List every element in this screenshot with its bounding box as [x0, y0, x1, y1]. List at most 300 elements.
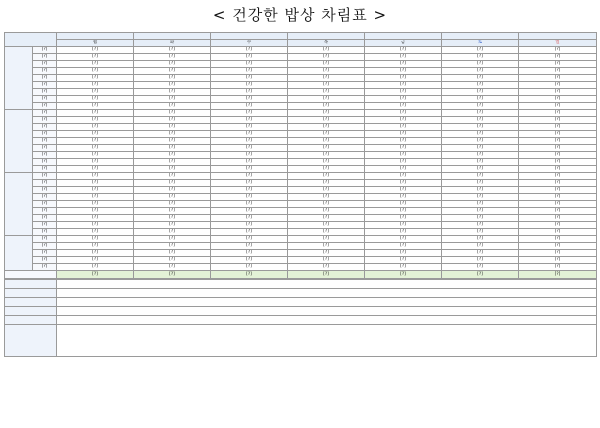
menu-cell: [?]	[211, 173, 288, 180]
weekday-cell: 수	[211, 40, 288, 47]
menu-cell: [?]	[365, 187, 442, 194]
row-label: [?]	[33, 215, 57, 222]
menu-cell: [?]	[211, 222, 288, 229]
menu-cell: [?]	[288, 47, 365, 54]
weekday-cell: 금	[365, 40, 442, 47]
menu-cell: [?]	[519, 47, 597, 54]
menu-cell: [?]	[134, 180, 211, 187]
menu-cell: [?]	[519, 208, 597, 215]
menu-cell: [?]	[442, 75, 519, 82]
menu-cell: [?]	[365, 194, 442, 201]
menu-cell: [?]	[442, 61, 519, 68]
menu-cell: [?]	[365, 166, 442, 173]
row-label: [?]	[33, 131, 57, 138]
menu-cell: [?]	[365, 110, 442, 117]
menu-cell: [?]	[288, 187, 365, 194]
menu-cell: [?]	[134, 68, 211, 75]
row-label: [?]	[33, 264, 57, 271]
menu-cell: [?]	[442, 131, 519, 138]
menu-cell: [?]	[365, 117, 442, 124]
menu-cell: [?]	[365, 215, 442, 222]
info-label	[5, 288, 57, 297]
menu-cell: [?]	[211, 236, 288, 243]
info-row	[5, 288, 597, 297]
breakfast-row	[5, 89, 597, 96]
menu-cell: [?]	[211, 208, 288, 215]
menu-cell: [?]	[211, 47, 288, 54]
dinner-row	[5, 173, 597, 180]
menu-cell: [?]	[134, 187, 211, 194]
menu-cell: [?]	[442, 264, 519, 271]
snack-section-label	[5, 236, 33, 271]
menu-cell: [?]	[288, 96, 365, 103]
menu-cell: [?]	[442, 68, 519, 75]
menu-cell: [?]	[442, 54, 519, 61]
menu-cell: [?]	[288, 264, 365, 271]
menu-cell: [?]	[211, 145, 288, 152]
menu-cell: [?]	[57, 110, 134, 117]
soft-diet-cell: [?]	[134, 271, 211, 279]
row-label: [?]	[33, 180, 57, 187]
menu-cell: [?]	[519, 215, 597, 222]
row-label: [?]	[33, 75, 57, 82]
menu-cell: [?]	[134, 222, 211, 229]
breakfast-row	[5, 103, 597, 110]
menu-cell: [?]	[365, 138, 442, 145]
soft-diet-label	[5, 271, 57, 279]
menu-cell: [?]	[288, 215, 365, 222]
menu-cell: [?]	[442, 117, 519, 124]
menu-cell: [?]	[519, 82, 597, 89]
menu-cell: [?]	[519, 124, 597, 131]
menu-cell: [?]	[134, 131, 211, 138]
menu-cell: [?]	[519, 138, 597, 145]
date-cell	[288, 33, 365, 40]
menu-cell: [?]	[57, 61, 134, 68]
lunch-row	[5, 117, 597, 124]
menu-cell: [?]	[57, 54, 134, 61]
menu-cell: [?]	[519, 117, 597, 124]
row-label: [?]	[33, 229, 57, 236]
menu-cell: [?]	[134, 166, 211, 173]
menu-cell: [?]	[365, 75, 442, 82]
info-row	[5, 306, 597, 315]
menu-cell: [?]	[288, 89, 365, 96]
menu-cell: [?]	[519, 243, 597, 250]
menu-cell: [?]	[211, 166, 288, 173]
dinner-row	[5, 215, 597, 222]
menu-cell: [?]	[519, 103, 597, 110]
date-cell	[519, 33, 597, 40]
menu-cell: [?]	[442, 194, 519, 201]
menu-cell: [?]	[57, 173, 134, 180]
date-cell	[57, 33, 134, 40]
menu-cell: [?]	[57, 138, 134, 145]
menu-cell: [?]	[211, 257, 288, 264]
snack-row	[5, 257, 597, 264]
breakfast-row	[5, 54, 597, 61]
info-value	[57, 279, 597, 288]
menu-cell: [?]	[134, 61, 211, 68]
menu-cell: [?]	[211, 187, 288, 194]
menu-cell: [?]	[134, 229, 211, 236]
menu-cell: [?]	[519, 159, 597, 166]
menu-cell: [?]	[442, 110, 519, 117]
lunch-row	[5, 152, 597, 159]
menu-cell: [?]	[519, 201, 597, 208]
menu-cell: [?]	[442, 152, 519, 159]
breakfast-row	[5, 75, 597, 82]
menu-cell: [?]	[288, 222, 365, 229]
row-label: [?]	[33, 250, 57, 257]
row-label: [?]	[33, 201, 57, 208]
menu-cell: [?]	[442, 236, 519, 243]
dinner-row	[5, 201, 597, 208]
menu-cell: [?]	[134, 96, 211, 103]
menu-cell: [?]	[519, 89, 597, 96]
menu-cell: [?]	[57, 89, 134, 96]
menu-cell: [?]	[57, 145, 134, 152]
weekday-cell: 화	[134, 40, 211, 47]
menu-cell: [?]	[57, 257, 134, 264]
menu-cell: [?]	[442, 124, 519, 131]
dinner-row	[5, 208, 597, 215]
menu-cell: [?]	[57, 166, 134, 173]
menu-cell: [?]	[288, 124, 365, 131]
menu-cell: [?]	[442, 159, 519, 166]
dinner-section-label	[5, 173, 33, 236]
menu-cell: [?]	[134, 159, 211, 166]
menu-cell: [?]	[442, 208, 519, 215]
weekday-row	[5, 40, 597, 47]
snack-row	[5, 236, 597, 243]
menu-cell: [?]	[365, 89, 442, 96]
menu-cell: [?]	[442, 47, 519, 54]
row-label: [?]	[33, 61, 57, 68]
menu-cell: [?]	[134, 117, 211, 124]
menu-cell: [?]	[519, 257, 597, 264]
date-cell	[134, 33, 211, 40]
menu-cell: [?]	[288, 159, 365, 166]
info-value	[57, 315, 597, 324]
menu-cell: [?]	[519, 229, 597, 236]
menu-cell: [?]	[442, 145, 519, 152]
menu-cell: [?]	[442, 243, 519, 250]
menu-cell: [?]	[288, 138, 365, 145]
menu-cell: [?]	[211, 89, 288, 96]
menu-cell: [?]	[288, 166, 365, 173]
menu-cell: [?]	[288, 250, 365, 257]
snack-row	[5, 264, 597, 271]
lunch-row	[5, 124, 597, 131]
origin-label	[5, 324, 57, 356]
breakfast-row	[5, 96, 597, 103]
menu-cell: [?]	[57, 124, 134, 131]
row-label: [?]	[33, 89, 57, 96]
menu-cell: [?]	[288, 68, 365, 75]
menu-cell: [?]	[365, 264, 442, 271]
menu-cell: [?]	[365, 201, 442, 208]
menu-cell: [?]	[442, 201, 519, 208]
info-label	[5, 297, 57, 306]
menu-cell: [?]	[365, 103, 442, 110]
menu-cell: [?]	[134, 47, 211, 54]
breakfast-section-label	[5, 47, 33, 110]
menu-cell: [?]	[442, 215, 519, 222]
info-table	[4, 279, 597, 357]
menu-cell: [?]	[134, 243, 211, 250]
menu-cell: [?]	[519, 68, 597, 75]
menu-cell: [?]	[442, 229, 519, 236]
menu-cell: [?]	[519, 236, 597, 243]
menu-cell: [?]	[519, 54, 597, 61]
menu-cell: [?]	[365, 61, 442, 68]
menu-cell: [?]	[288, 145, 365, 152]
menu-cell: [?]	[519, 250, 597, 257]
menu-cell: [?]	[134, 264, 211, 271]
menu-cell: [?]	[134, 236, 211, 243]
menu-cell: [?]	[134, 54, 211, 61]
menu-cell: [?]	[57, 152, 134, 159]
menu-cell: [?]	[211, 117, 288, 124]
menu-cell: [?]	[365, 243, 442, 250]
snack-row	[5, 243, 597, 250]
menu-cell: [?]	[57, 180, 134, 187]
menu-cell: [?]	[134, 89, 211, 96]
date-cell	[211, 33, 288, 40]
menu-cell: [?]	[288, 75, 365, 82]
menu-cell: [?]	[57, 117, 134, 124]
menu-cell: [?]	[211, 124, 288, 131]
weekday-cell-sunday: 일	[519, 40, 597, 47]
menu-cell: [?]	[365, 131, 442, 138]
snack-row	[5, 250, 597, 257]
menu-cell: [?]	[288, 173, 365, 180]
menu-cell: [?]	[134, 110, 211, 117]
breakfast-row	[5, 61, 597, 68]
row-label: [?]	[33, 124, 57, 131]
menu-cell: [?]	[57, 82, 134, 89]
menu-cell: [?]	[288, 117, 365, 124]
menu-cell: [?]	[211, 229, 288, 236]
info-row	[5, 279, 597, 288]
menu-cell: [?]	[288, 131, 365, 138]
breakfast-row	[5, 68, 597, 75]
lunch-row	[5, 145, 597, 152]
info-label	[5, 279, 57, 288]
menu-cell: [?]	[442, 180, 519, 187]
menu-cell: [?]	[365, 159, 442, 166]
menu-cell: [?]	[519, 131, 597, 138]
menu-cell: [?]	[57, 131, 134, 138]
soft-diet-cell: [?]	[211, 271, 288, 279]
lunch-section-label	[5, 110, 33, 173]
info-value	[57, 288, 597, 297]
menu-cell: [?]	[211, 215, 288, 222]
menu-cell: [?]	[57, 194, 134, 201]
menu-cell: [?]	[365, 47, 442, 54]
menu-cell: [?]	[211, 180, 288, 187]
info-value	[57, 297, 597, 306]
breakfast-row	[5, 47, 597, 54]
soft-diet-row	[5, 271, 597, 279]
menu-cell: [?]	[365, 96, 442, 103]
menu-cell: [?]	[134, 201, 211, 208]
row-label: [?]	[33, 208, 57, 215]
menu-cell: [?]	[211, 110, 288, 117]
menu-cell: [?]	[365, 250, 442, 257]
menu-cell: [?]	[211, 103, 288, 110]
menu-cell: [?]	[442, 166, 519, 173]
row-label: [?]	[33, 145, 57, 152]
row-label: [?]	[33, 152, 57, 159]
menu-cell: [?]	[57, 208, 134, 215]
menu-cell: [?]	[519, 61, 597, 68]
menu-cell: [?]	[134, 173, 211, 180]
menu-cell: [?]	[519, 222, 597, 229]
menu-cell: [?]	[211, 152, 288, 159]
menu-cell: [?]	[211, 68, 288, 75]
soft-diet-cell: [?]	[442, 271, 519, 279]
menu-cell: [?]	[211, 75, 288, 82]
menu-cell: [?]	[519, 110, 597, 117]
menu-cell: [?]	[211, 194, 288, 201]
row-label: [?]	[33, 187, 57, 194]
dinner-row	[5, 222, 597, 229]
menu-cell: [?]	[288, 208, 365, 215]
menu-cell: [?]	[365, 124, 442, 131]
menu-cell: [?]	[211, 96, 288, 103]
menu-cell: [?]	[57, 96, 134, 103]
info-label	[5, 315, 57, 324]
info-row	[5, 297, 597, 306]
weekday-cell-saturday: 토	[442, 40, 519, 47]
menu-cell: [?]	[442, 89, 519, 96]
menu-cell: [?]	[211, 264, 288, 271]
menu-cell: [?]	[519, 180, 597, 187]
menu-cell: [?]	[134, 124, 211, 131]
menu-cell: [?]	[57, 75, 134, 82]
weekday-cell: 목	[288, 40, 365, 47]
row-label: [?]	[33, 54, 57, 61]
menu-cell: [?]	[57, 68, 134, 75]
menu-sheet	[4, 32, 596, 357]
soft-diet-cell: [?]	[57, 271, 134, 279]
menu-cell: [?]	[365, 173, 442, 180]
menu-cell: [?]	[288, 152, 365, 159]
origin-value	[57, 324, 597, 356]
weekly-menu-table	[4, 32, 597, 279]
menu-cell: [?]	[365, 229, 442, 236]
menu-cell: [?]	[288, 236, 365, 243]
menu-cell: [?]	[365, 82, 442, 89]
soft-diet-cell: [?]	[519, 271, 597, 279]
menu-cell: [?]	[365, 257, 442, 264]
info-row	[5, 315, 597, 324]
menu-cell: [?]	[134, 208, 211, 215]
lunch-row	[5, 110, 597, 117]
menu-cell: [?]	[442, 96, 519, 103]
row-label: [?]	[33, 82, 57, 89]
row-label: [?]	[33, 110, 57, 117]
row-label: [?]	[33, 194, 57, 201]
menu-cell: [?]	[57, 215, 134, 222]
row-label: [?]	[33, 166, 57, 173]
menu-cell: [?]	[365, 236, 442, 243]
menu-cell: [?]	[288, 229, 365, 236]
menu-cell: [?]	[211, 243, 288, 250]
row-label: [?]	[33, 103, 57, 110]
menu-cell: [?]	[211, 138, 288, 145]
row-label: [?]	[33, 243, 57, 250]
row-label: [?]	[33, 236, 57, 243]
menu-cell: [?]	[365, 180, 442, 187]
lunch-row	[5, 138, 597, 145]
row-label: [?]	[33, 96, 57, 103]
menu-cell: [?]	[57, 243, 134, 250]
menu-cell: [?]	[519, 75, 597, 82]
menu-cell: [?]	[134, 145, 211, 152]
soft-diet-cell: [?]	[288, 271, 365, 279]
menu-cell: [?]	[365, 152, 442, 159]
menu-cell: [?]	[442, 82, 519, 89]
page-title: < 건강한 밥상 차림표 >	[212, 6, 388, 24]
menu-cell: [?]	[134, 138, 211, 145]
menu-cell: [?]	[134, 194, 211, 201]
menu-cell: [?]	[519, 166, 597, 173]
lunch-row	[5, 166, 597, 173]
menu-cell: [?]	[365, 222, 442, 229]
menu-cell: [?]	[134, 250, 211, 257]
menu-cell: [?]	[211, 61, 288, 68]
lunch-row	[5, 159, 597, 166]
lunch-row	[5, 131, 597, 138]
row-label: [?]	[33, 138, 57, 145]
menu-cell: [?]	[57, 250, 134, 257]
menu-cell: [?]	[288, 61, 365, 68]
menu-cell: [?]	[57, 236, 134, 243]
menu-cell: [?]	[134, 82, 211, 89]
menu-cell: [?]	[288, 243, 365, 250]
menu-cell: [?]	[134, 257, 211, 264]
menu-cell: [?]	[57, 201, 134, 208]
menu-cell: [?]	[442, 250, 519, 257]
section-header	[5, 33, 57, 47]
dinner-row	[5, 194, 597, 201]
menu-cell: [?]	[57, 264, 134, 271]
origin-row	[5, 324, 597, 356]
menu-cell: [?]	[57, 47, 134, 54]
menu-cell: [?]	[288, 110, 365, 117]
menu-cell: [?]	[211, 131, 288, 138]
soft-diet-cell: [?]	[365, 271, 442, 279]
menu-cell: [?]	[365, 68, 442, 75]
menu-cell: [?]	[442, 222, 519, 229]
menu-cell: [?]	[519, 152, 597, 159]
menu-cell: [?]	[211, 54, 288, 61]
menu-cell: [?]	[519, 145, 597, 152]
dinner-row	[5, 229, 597, 236]
row-label: [?]	[33, 159, 57, 166]
info-value	[57, 306, 597, 315]
menu-cell: [?]	[519, 264, 597, 271]
menu-cell: [?]	[288, 180, 365, 187]
menu-cell: [?]	[57, 103, 134, 110]
weekday-cell: 월	[57, 40, 134, 47]
menu-cell: [?]	[442, 173, 519, 180]
date-cell	[442, 33, 519, 40]
menu-cell: [?]	[365, 208, 442, 215]
